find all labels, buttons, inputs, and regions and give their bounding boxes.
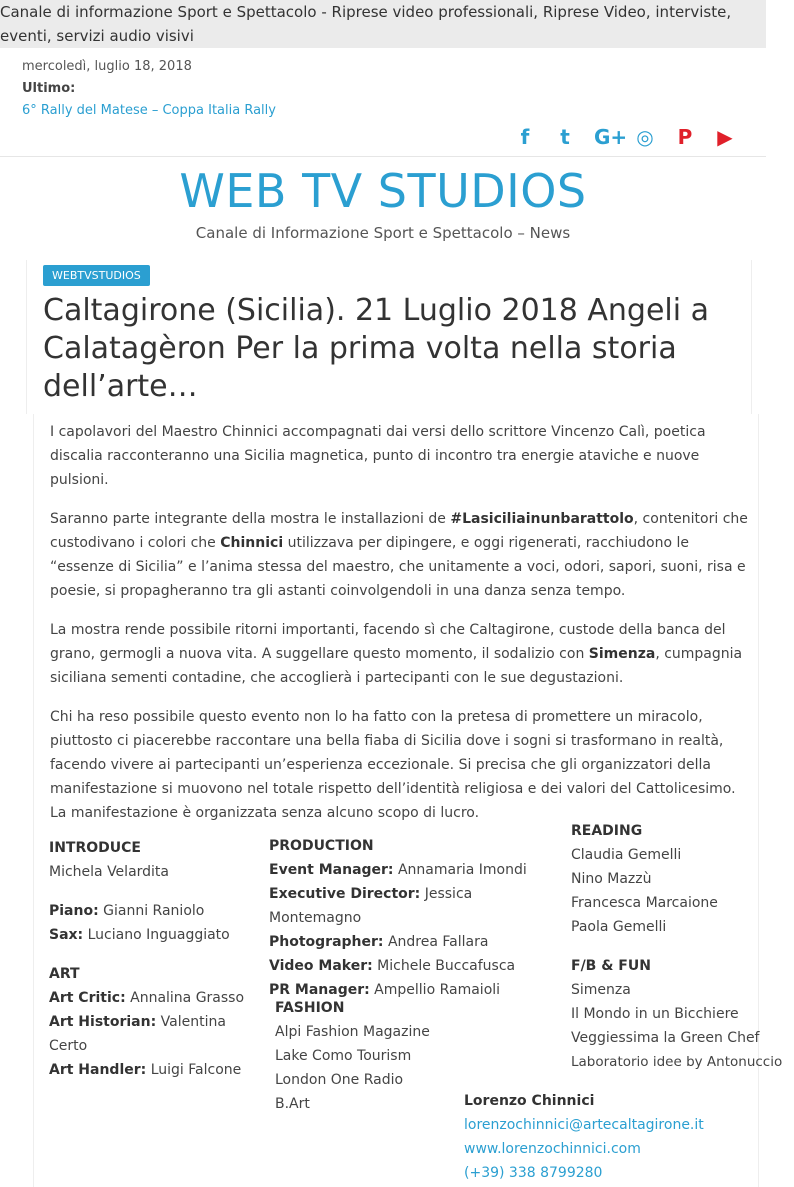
contact-block [464,1089,764,1185]
reading-item: Francesca Marcaione [571,895,718,911]
google-plus-icon[interactable]: G+ [594,125,628,149]
youtube-icon[interactable]: ▶ [717,125,733,149]
paragraph-2-text-c: utilizzava per dipingere, e oggi rigenerati, racchiudono le “essenze di Sicilia” e l’anima stessa del maestro, che unitamente a voci, odori, sapori, suoni, risa e poesie, si propagheranno tra gli astanti coinvolgendoli in una danza senza tempo. [50,535,746,599]
credit-photographer: Photographer: Andrea Fallara [269,934,489,950]
latest-label: Ultimo: [22,81,76,96]
latest-news-link[interactable]: 6° Rally del Matese – Coppa Italia Rally [22,103,276,118]
instagram-icon[interactable]: ◎ [636,125,654,149]
reading-item: Paola Gemelli [571,919,667,935]
contact-phone-link[interactable]: (+39) 338 8799280 [464,1165,603,1181]
credit-pr-manager: PR Manager: Ampellio Ramaioli [269,982,501,998]
partner-name-simenza: Simenza [588,646,656,662]
credit-piano: Piano: Gianni Raniolo [49,903,205,919]
paragraph-3-text-b: , cumpagnia siciliana sementi contadine, che accoglierà i partecipanti con le sue degustazioni. [50,646,743,686]
paragraph-2 [50,507,750,603]
fashion-heading: FASHION [275,1000,345,1016]
credits-column-reading [571,819,793,1074]
header-divider [0,156,766,157]
top-bar-line-2: eventi, servizi audio visivi [0,27,194,45]
credit-art-historian: Art Historian: Valentina Certo [49,1014,226,1054]
reading-heading: READING [571,823,643,839]
paragraph-3 [50,618,750,690]
social-links [514,124,736,150]
contact-website-link[interactable]: www.lorenzochinnici.com [464,1141,641,1157]
introduce-heading: INTRODUCE [49,840,141,856]
credits-column-production [269,834,564,1002]
paragraph-4: Chi ha reso possibile questo evento non lo ha fatto con la pretesa di promettere un miracolo, piuttosto ci piacerebbe raccontare una bella fiaba di Sicilia dove i sogni si trasformano in realtà, facendo vivere ai partecipanti un’esperienza eccezionale. Si precisa che gli organizzatori della manifestazione si muovono nel totale rispetto dell’identità religiosa e dei valori del Cattolicesimo. La manifestazione è organizzata senza alcuno scopo di lucro. [50,709,736,821]
fashion-item: Alpi Fashion Magazine [275,1024,430,1040]
pinterest-icon[interactable]: P [677,125,693,149]
credit-executive-director: Executive Director: Jessica Montemagno [269,886,473,926]
artist-name-chinnici: Chinnici [220,535,284,551]
credit-art-critic: Art Critic: Annalina Grasso [49,990,245,1006]
contact-email-link[interactable]: lorenzochinnici@artecaltagirone.it [464,1117,704,1133]
credits-column-1 [49,836,264,1082]
facebook-icon[interactable]: f [520,125,530,149]
fb-fun-heading: F/B & FUN [571,958,651,974]
credit-sax: Sax: Luciano Inguaggiato [49,927,230,943]
site-tagline: Canale di Informazione Sport e Spettacolo – News [195,224,571,242]
credit-art-handler: Art Handler: Luigi Falcone [49,1062,242,1078]
reading-item: Nino Mazzù [571,871,652,887]
twitter-icon[interactable]: t [560,125,570,149]
hashtag-lasiciliainunbarattolo: #Lasiciliainunbarattolo [450,511,634,527]
paragraph-2-text-a: Saranno parte integrante della mostra le installazioni de [50,511,451,527]
fb-fun-item: Laboratorio idee by Antonuccio [571,1054,783,1070]
reading-item: Claudia Gemelli [571,847,682,863]
site-title[interactable]: WEB TV STUDIOS [179,164,587,218]
fashion-item: B.Art [275,1096,310,1112]
current-date: mercoledì, luglio 18, 2018 [22,59,192,74]
top-announcement-bar [0,0,766,48]
paragraph-1: I capolavori del Maestro Chinnici accompagnati dai versi dello scrittore Vincenzo Calì, poetica discalia racconteranno una Sicilia magnetica, punto di incontro tra energie ataviche e nuove pulsioni. [50,424,706,488]
category-badge[interactable]: WEBTVSTUDIOS [43,265,150,286]
fashion-item: London One Radio [275,1072,404,1088]
credit-event-manager: Event Manager: Annamaria Imondi [269,862,527,878]
production-heading: PRODUCTION [269,838,374,854]
fb-fun-item: Il Mondo in un Bicchiere [571,1006,739,1022]
introduce-name: Michela Velardita [49,864,169,880]
fb-fun-item: Veggiessima la Green Chef [571,1030,760,1046]
paragraph-2-text-b: , contenitori che custodivano i colori che [50,511,748,551]
fashion-item: Lake Como Tourism [275,1048,412,1064]
top-bar-line-1: Canale di informazione Sport e Spettacolo - Riprese video professionali, Riprese Video, interviste, [0,3,732,21]
contact-name: Lorenzo Chinnici [464,1093,595,1109]
credits-column-fashion [275,996,460,1116]
credit-video-maker: Video Maker: Michele Buccafusca [269,958,516,974]
fb-fun-item: Simenza [571,982,631,998]
paragraph-3-text-a: La mostra rende possibile ritorni importanti, facendo sì che Caltagirone, custode della banca del grano, germogli a nuova vita. A suggellare questo momento, il sodalizio con [50,622,726,662]
art-heading: ART [49,966,80,982]
article-title: Caltagirone (Sicilia). 21 Luglio 2018 Angeli a Calatagèron Per la prima volta nella storia dell’arte… [43,293,709,404]
